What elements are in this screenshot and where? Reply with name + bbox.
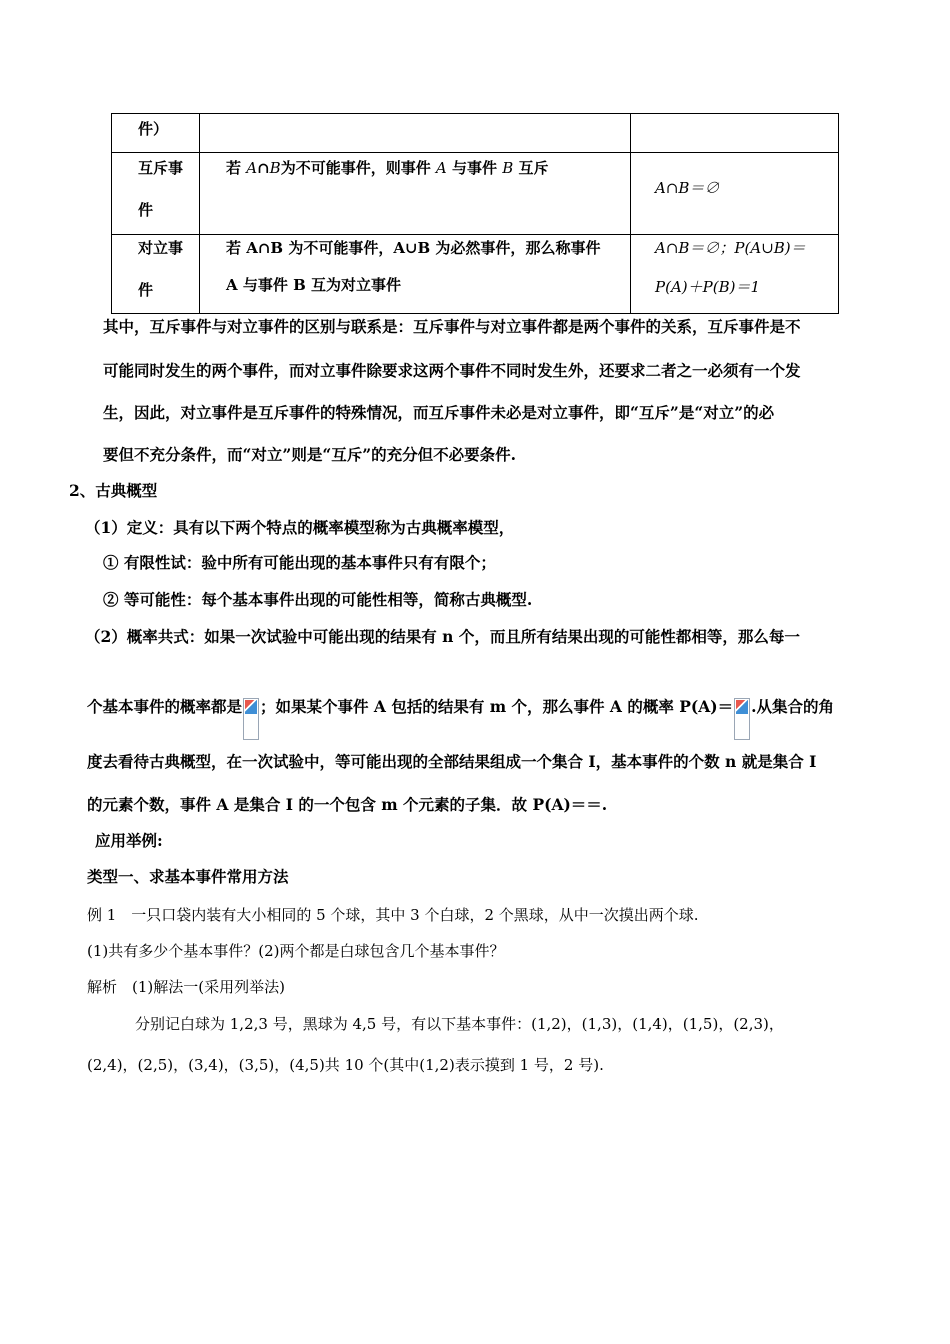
paragraph-line: 其中，互斥事件与对立事件的区别与联系是：互斥事件与对立事件都是两个事件的关系，互斥事件是不 bbox=[103, 317, 801, 336]
table-cell-definition: 若 A∩B为不可能事件，则事件 A 与事件 B 互斥 bbox=[226, 159, 549, 177]
list-item: ② 等可能性：每个基本事件出现的可能性相等，简称古典概型. bbox=[103, 590, 533, 609]
definition-line: （1）定义：具有以下两个特点的概率模型称为古典概率模型， bbox=[85, 518, 515, 537]
section-heading: 2、古典概型 bbox=[69, 481, 158, 500]
list-item: ① 有限性试：验中所有可能出现的基本事件只有有限个； bbox=[103, 553, 496, 572]
table-cell-symbol: A∩B＝∅ bbox=[655, 179, 720, 197]
examples-heading: 应用举例: bbox=[95, 831, 163, 850]
solution-heading: 解析 (1)解法一(采用列举法) bbox=[87, 978, 285, 996]
formula-line: 个基本事件的概率都是 ；如果某个事件 A 包括的结果有 m 个，那么事件 A 的概率 P(A)＝ .从集合的角 bbox=[87, 697, 834, 740]
formula-line: （2）概率共式：如果一次试验中可能出现的结果有 n 个，而且所有结果出现的可能性都相等，那么每一 bbox=[85, 627, 800, 646]
paragraph-line: 度去看待古典概型，在一次试验中，等可能出现的全部结果组成一个集合 I，基本事件的个数 n 就是集合 I bbox=[87, 752, 817, 771]
solution-line: (2,4)，(2,5)，(3,4)，(3,5)，(4,5)共 10 个(其中(1,2)表示摸到 1 号，2 号). bbox=[87, 1056, 604, 1074]
events-table bbox=[111, 113, 839, 314]
table-cell-definition: 若 A∩B 为不可能事件，A∪B 为必然事件，那么称事件 bbox=[226, 239, 601, 257]
type-heading: 类型一、求基本事件常用方法 bbox=[87, 867, 289, 886]
table-cell-symbol: P(A)＋P(B)＝1 bbox=[655, 278, 760, 296]
fraction-image-icon bbox=[734, 698, 750, 740]
table-cell-term: 件） bbox=[138, 120, 169, 138]
example-question: (1)共有多少个基本事件？(2)两个都是白球包含几个基本事件？ bbox=[87, 942, 505, 960]
table-divider bbox=[199, 114, 200, 313]
paragraph-line: 要但不充分条件，而“对立”则是“互斥”的充分但不必要条件. bbox=[103, 445, 517, 464]
table-cell-term: 对立事 bbox=[138, 239, 184, 257]
table-divider bbox=[112, 152, 838, 153]
table-cell-term: 件 bbox=[138, 201, 154, 219]
fraction-image-icon bbox=[243, 698, 259, 740]
paragraph-line: 的元素个数，事件 A 是集合 I 的一个包含 m 个元素的子集．故 P(A)＝＝. bbox=[87, 795, 608, 814]
table-cell-term: 件 bbox=[138, 281, 154, 299]
table-cell-definition: A 与事件 B 互为对立事件 bbox=[226, 276, 401, 294]
table-divider bbox=[630, 114, 631, 313]
table-divider bbox=[112, 234, 838, 235]
table-cell-term: 互斥事 bbox=[138, 159, 184, 177]
paragraph-line: 可能同时发生的两个事件，而对立事件除要求这两个事件不同时发生外，还要求二者之一必须有一个发 bbox=[103, 361, 801, 380]
solution-line: 分别记白球为 1,2,3 号，黑球为 4,5 号，有以下基本事件：(1,2)，(1,3)，(1,4)，(1,5)，(2,3)， bbox=[135, 1015, 784, 1033]
table-cell-symbol: A∩B＝∅；P(A∪B)＝ bbox=[655, 239, 806, 257]
example-statement: 例 1 一只口袋内装有大小相同的 5 个球，其中 3 个白球，2 个黑球，从中一次摸出两个球. bbox=[87, 906, 699, 924]
paragraph-line: 生，因此，对立事件是互斥事件的特殊情况，而互斥事件未必是对立事件，即“互斥”是“对立”的必 bbox=[103, 403, 775, 422]
